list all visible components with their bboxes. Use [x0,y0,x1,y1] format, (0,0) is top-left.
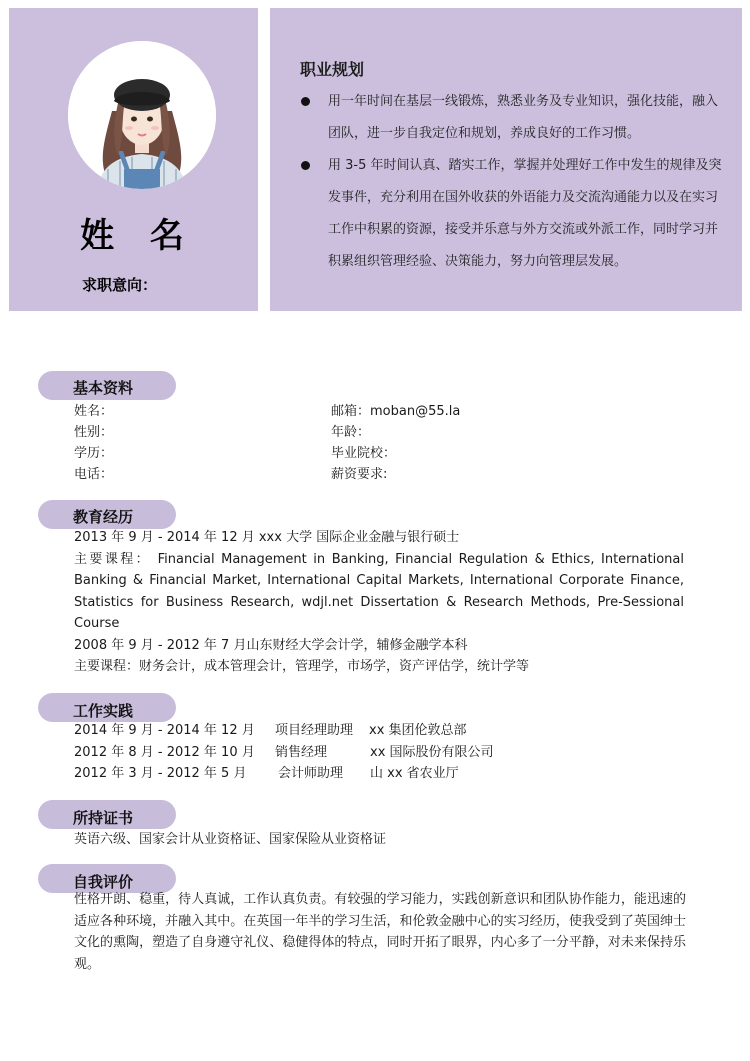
info-row [74,463,714,484]
section-title-certificates: 所持证书 [73,809,134,827]
work-role: 销售经理 [275,744,328,760]
job-intent-label: 求职意向： [82,276,158,294]
info-row [74,442,714,463]
career-plan-item [300,150,730,278]
info-age: 年龄： [331,425,371,440]
work-company: 山 xx 省农业厅 [370,766,459,781]
education-line: 2013 年 9 月 - 2014 年 12 月 xxx 大学 国际企业金融与银行硕士 [74,530,460,545]
section-title-education: 教育经历 [73,508,134,526]
avatar [68,41,216,189]
education-courses: 主要课程： Financial Management in Banking, Financial Regulation & Ethics, International Banking & Financial Market, International Capital Markets, International Corporate Finance, Statistics for Business Research, wdjl.net Dissertation & Research Methods, Pre-Sessional Course [74,551,684,631]
info-email: 邮箱：moban@55.la [331,404,461,419]
info-gender: 性别： [74,425,114,440]
info-degree: 学历： [74,446,114,461]
work-company: xx 集团伦敦总部 [369,723,467,738]
candidate-name: 姓 名 [80,216,196,256]
info-salary: 薪资要求: [331,467,388,482]
work-period: 2012 年 8 月 - 2012 年 10 月 [74,744,255,760]
work-period: 2012 年 3 月 - 2012 年 5 月 [74,766,247,781]
career-plan-item [300,86,730,150]
career-plan-title: 职业规划 [300,60,365,79]
basic-info-grid [74,400,714,484]
work-role: 项目经理助理 [275,723,354,738]
self-evaluation-text: 性格开朗、稳重，待人真诚，工作认真负责。有较强的学习能力，实践创新意识和团队协作能力，能迅速的适应各种环境，并融入其中。在英国一年半的学习生活，和伦敦金融中心的实习经历，使我受到了英国绅士文化的熏陶，塑造了自身遵守礼仪、稳健得体的特点，同时开拓了眼界，内心多了一分平静，对未来保持乐观。 [74,892,686,972]
work-period: 2014 年 9 月 - 2014 年 12 月 [74,723,255,738]
info-phone: 电话： [74,467,114,482]
info-row [74,400,714,421]
info-name: 姓名： [74,404,114,419]
work-company: xx 国际股份有限公司 [370,744,494,760]
bullet-icon [301,97,310,106]
career-plan-list [300,86,730,278]
section-title-work: 工作实践 [73,702,134,720]
education-courses: 主要课程：财务会计，成本管理会计，管理学，市场学，资产评估学，统计学等 [74,659,530,674]
career-plan-item-text: 用 3-5 年时间认真、踏实工作，掌握并处理好工作中发生的规律及突发事件，充分利用在国外收获的外语能力及交流沟通能力以及在实习工作中积累的资源，接受并乐意与外方交流或外派工作，同时学习并积累组织管理经验、决策能力，努力向管理层发展。 [328,158,722,269]
education-block [74,527,684,678]
avatar-illustration-icon [68,41,216,189]
career-plan-item-text: 用一年时间在基层一线锻炼，熟悉业务及专业知识，强化技能，融入团队，进一步自我定位和规划，养成良好的工作习惯。 [328,94,719,141]
certificates-text: 英语六级、国家会计从业资格证、国家保险从业资格证 [74,832,387,847]
section-title-self-evaluation: 自我评价 [73,873,134,891]
bullet-icon [301,161,310,170]
info-row [74,421,714,442]
info-school: 毕业院校： [331,446,397,461]
section-title-basic-info: 基本资料 [73,379,134,397]
education-line: 2008 年 9 月 - 2012 年 7 月山东财经大学会计学，辅修金融学本科 [74,637,468,653]
work-role: 会计师助理 [278,766,344,781]
